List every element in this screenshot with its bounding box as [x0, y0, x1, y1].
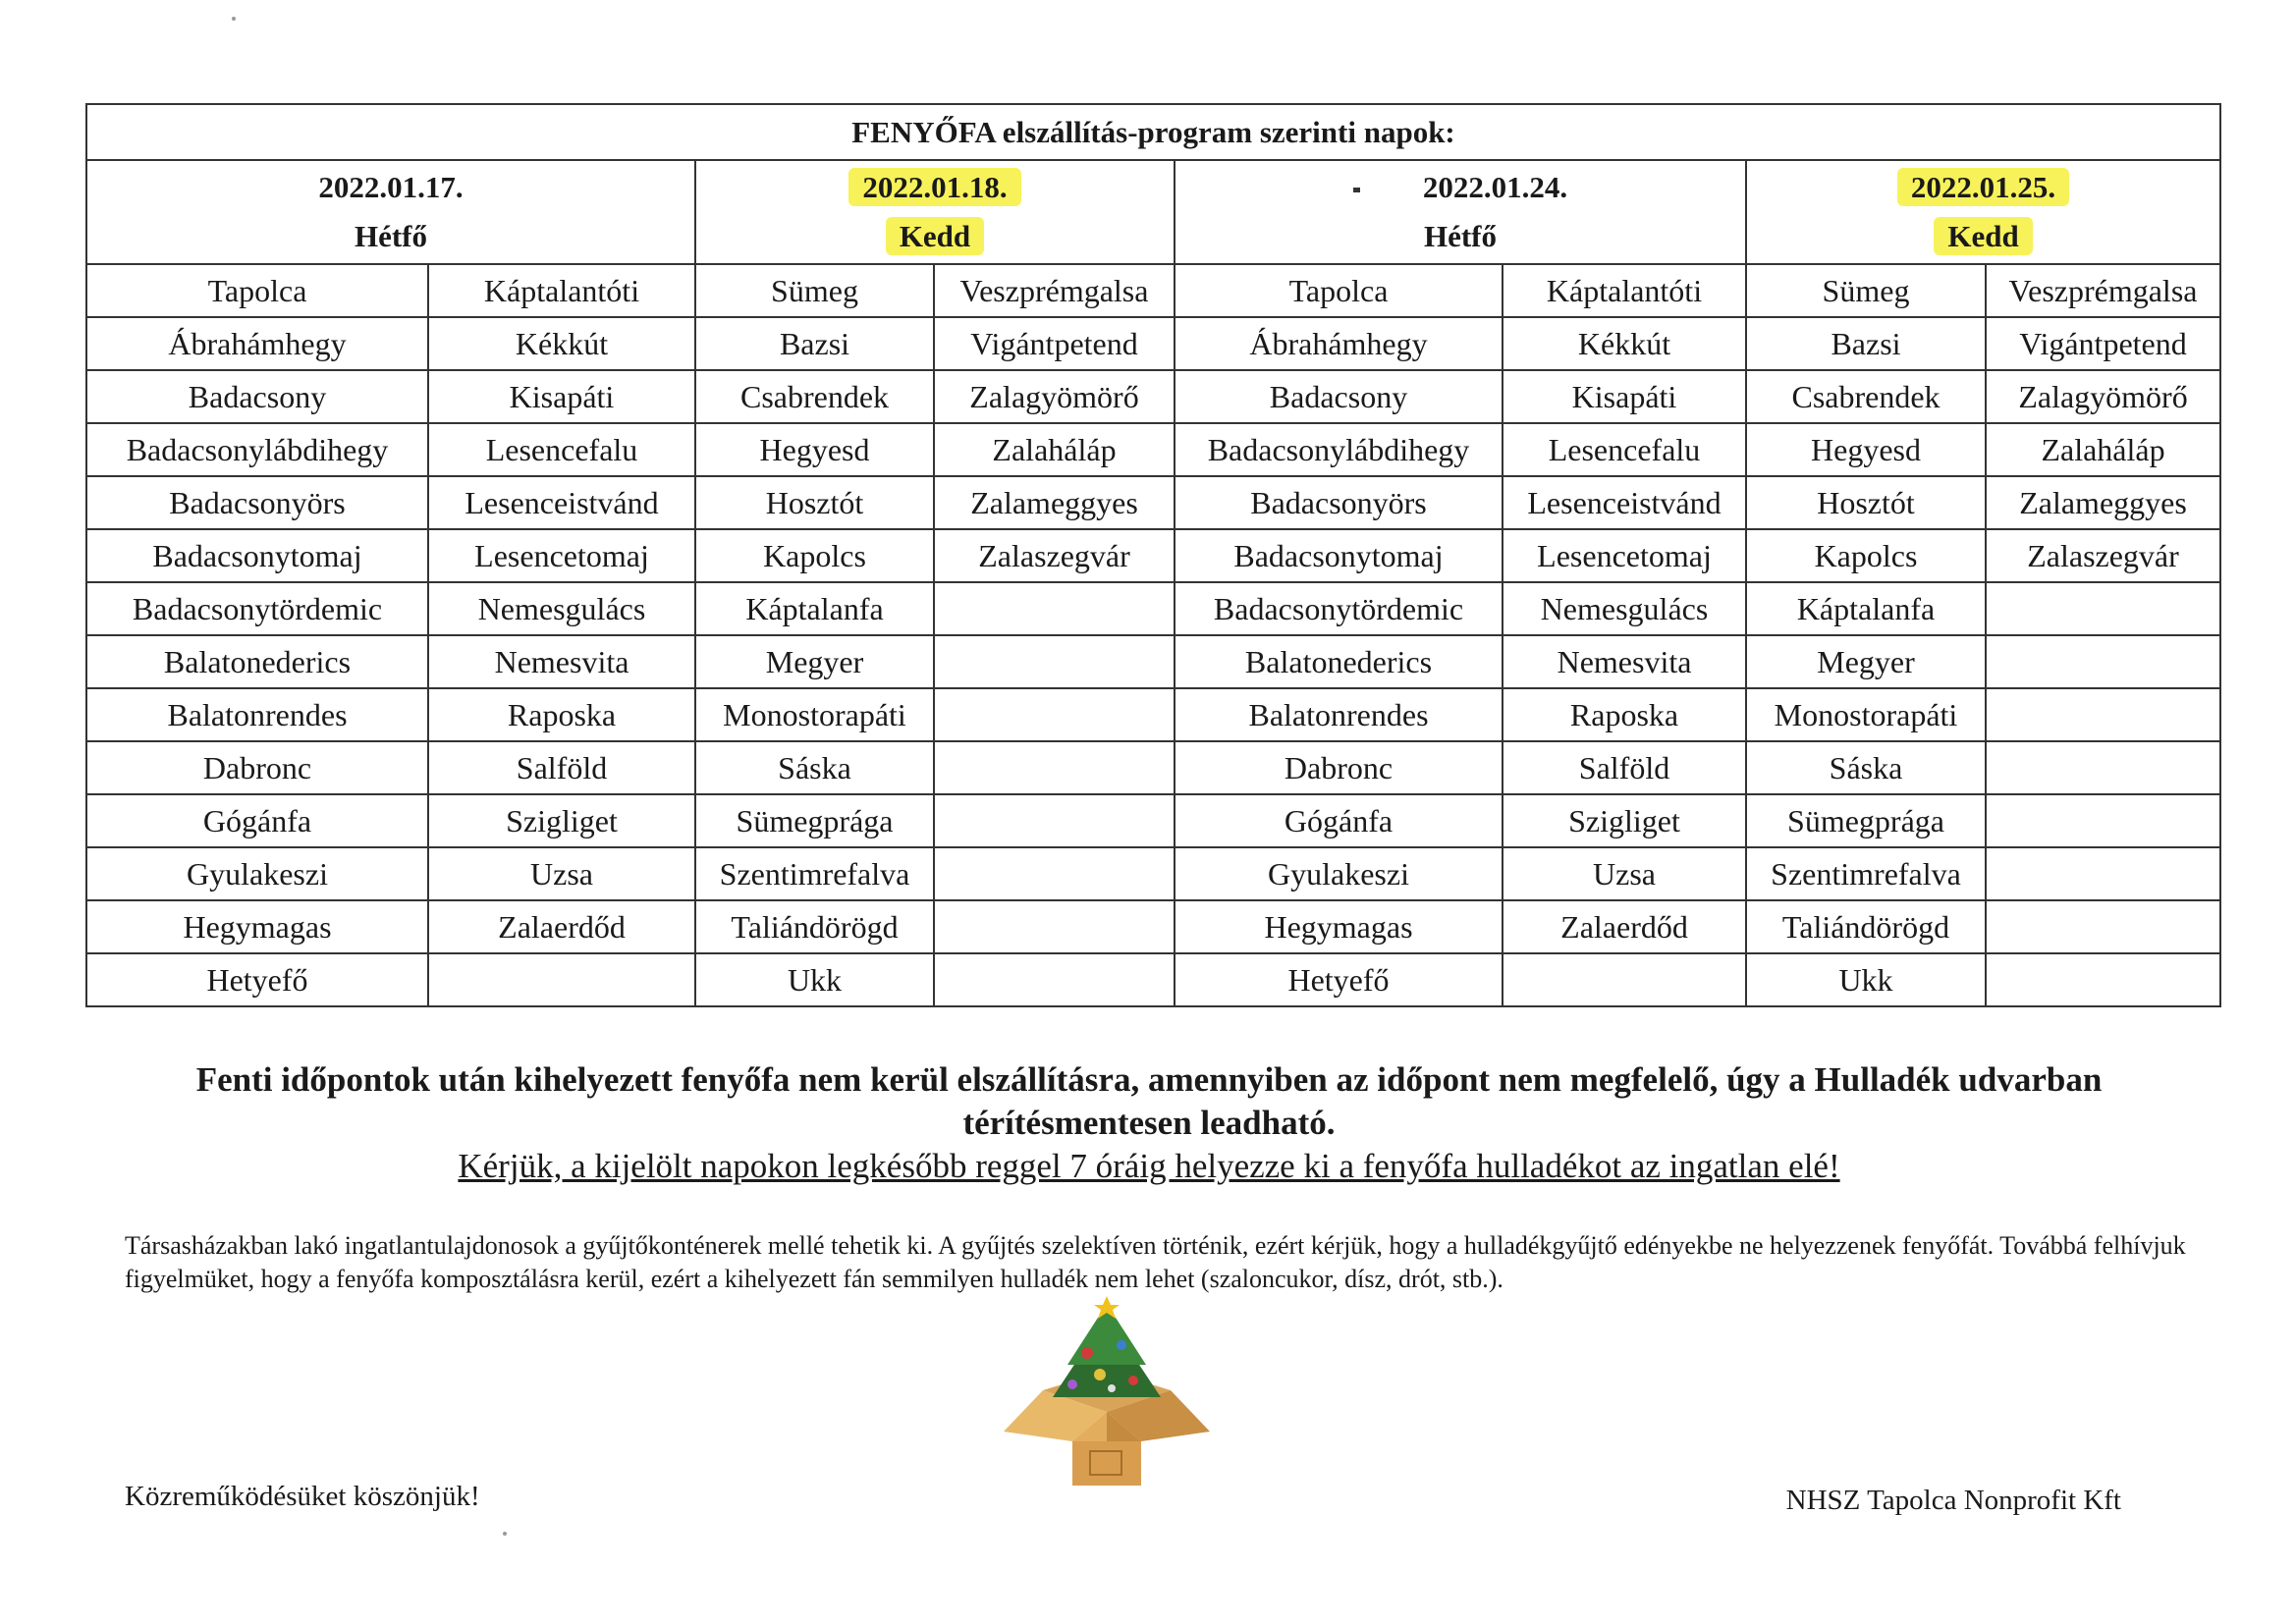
table-row: [86, 529, 2220, 582]
settlement-cell: Sáska: [1746, 741, 1986, 794]
settlement-cell: [934, 847, 1175, 900]
settlement-cell: [934, 741, 1175, 794]
settlement-cell: Hegymagas: [1175, 900, 1503, 953]
settlement-cell: Hosztót: [1746, 476, 1986, 529]
settlement-cell: Szentimrefalva: [695, 847, 934, 900]
settlement-cell: Dabronc: [1175, 741, 1503, 794]
company-name: NHSZ Tapolca Nonprofit Kft: [1785, 1485, 2121, 1516]
table-row: [86, 688, 2220, 741]
settlement-cell: [934, 635, 1175, 688]
scan-speck: [503, 1532, 507, 1536]
schedule-table: [85, 103, 2221, 1007]
settlement-cell: Gyulakeszi: [1175, 847, 1503, 900]
settlement-cell: Bazsi: [1746, 317, 1986, 370]
day-header: [86, 160, 695, 264]
settlement-cell: Uzsa: [1503, 847, 1746, 900]
table-row: [86, 635, 2220, 688]
settlement-cell: [934, 900, 1175, 953]
settlement-cell: Káptalantóti: [428, 264, 695, 317]
settlement-cell: Vigántpetend: [934, 317, 1175, 370]
settlement-cell: Csabrendek: [695, 370, 934, 423]
settlement-cell: Zalaszegvár: [1986, 529, 2220, 582]
settlement-cell: Zalaerdőd: [1503, 900, 1746, 953]
settlement-cell: Lesencetomaj: [1503, 529, 1746, 582]
settlement-cell: Badacsony: [1175, 370, 1503, 423]
settlement-cell: [934, 794, 1175, 847]
settlement-cell: Veszprémgalsa: [1986, 264, 2220, 317]
settlement-cell: Dabronc: [86, 741, 428, 794]
settlement-cell: Zalameggyes: [1986, 476, 2220, 529]
settlement-cell: Lesencetomaj: [428, 529, 695, 582]
settlement-cell: [1986, 741, 2220, 794]
settlement-cell: Hegyesd: [695, 423, 934, 476]
settlement-cell: Balatonrendes: [86, 688, 428, 741]
settlement-cell: Hegyesd: [1746, 423, 1986, 476]
settlement-cell: Ukk: [695, 953, 934, 1006]
settlement-cell: Nemesgulács: [428, 582, 695, 635]
settlement-cell: Csabrendek: [1746, 370, 1986, 423]
table-row: [86, 741, 2220, 794]
day-weekday: Hétfő: [1423, 219, 1498, 253]
day-date: 2022.01.25.: [1897, 168, 2069, 206]
settlement-cell: [934, 582, 1175, 635]
info-paragraph: Társasházakban lakó ingatlantulajdonosok a gyűjtőkonténerek mellé tehetik ki. A gyűjtés szelektíven történik, ezért kérjük, hogy a hulladékgyűjtő edényekbe ne helyezzenek fenyőfát. Továbbá felhívjuk figyelmüket, hogy a fenyőfa komposztálásra kerül, ezért a kihelyezett fán semmilyen hulladék nem lehet (szaloncukor, dísz, drót, stb.).: [125, 1231, 2186, 1293]
settlement-cell: Sümegprága: [695, 794, 934, 847]
settlement-cell: Sáska: [695, 741, 934, 794]
settlement-cell: Balatonederics: [86, 635, 428, 688]
settlement-cell: Kisapáti: [1503, 370, 1746, 423]
settlement-cell: Balatonederics: [1175, 635, 1503, 688]
settlement-cell: Kapolcs: [1746, 529, 1986, 582]
settlement-cell: Gyulakeszi: [86, 847, 428, 900]
settlement-cell: Badacsony: [86, 370, 428, 423]
settlement-cell: [1986, 953, 2220, 1006]
settlement-cell: Megyer: [1746, 635, 1986, 688]
settlement-cell: Veszprémgalsa: [934, 264, 1175, 317]
settlement-cell: Sümeg: [1746, 264, 1986, 317]
settlement-cell: Badacsonylábdihegy: [1175, 423, 1503, 476]
settlement-cell: Lesenceistvánd: [1503, 476, 1746, 529]
settlement-cell: Tapolca: [86, 264, 428, 317]
settlement-cell: Taliándörögd: [1746, 900, 1986, 953]
settlement-cell: Badacsonyörs: [1175, 476, 1503, 529]
day-header: [695, 160, 1175, 264]
settlement-cell: Taliándörögd: [695, 900, 934, 953]
settlement-cell: [934, 953, 1175, 1006]
scan-mark: [1353, 188, 1360, 192]
settlement-cell: Szigliget: [428, 794, 695, 847]
notice-underlined: Kérjük, a kijelölt napokon legkésőbb reggel 7 óráig helyezze ki a fenyőfa hulladékot az ingatlan elé!: [458, 1147, 1840, 1185]
day-date: 2022.01.18.: [848, 168, 1020, 206]
settlement-cell: Raposka: [428, 688, 695, 741]
settlement-cell: Salföld: [428, 741, 695, 794]
settlement-cell: Lesencefalu: [428, 423, 695, 476]
settlement-cell: Zalagyömörő: [934, 370, 1175, 423]
settlement-cell: Zalaerdőd: [428, 900, 695, 953]
table-row: [86, 953, 2220, 1006]
settlement-cell: Hosztót: [695, 476, 934, 529]
settlement-cell: Uzsa: [428, 847, 695, 900]
settlement-cell: Sümegprága: [1746, 794, 1986, 847]
day-date: 2022.01.24.: [1422, 170, 1568, 204]
settlement-cell: Zalaszegvár: [934, 529, 1175, 582]
thanks-text: Közreműködésüket köszönjük!: [125, 1481, 480, 1512]
notice-bold: Fenti időpontok után kihelyezett fenyőfa nem kerül elszállításra, amennyiben az időpont nem megfelelő, úgy a Hulladék udvarban térítésmentesen leadható.: [195, 1060, 2103, 1142]
settlement-cell: Zalaháláp: [1986, 423, 2220, 476]
settlement-cell: Monostorapáti: [1746, 688, 1986, 741]
settlement-cell: Badacsonytomaj: [1175, 529, 1503, 582]
settlement-cell: Zalameggyes: [934, 476, 1175, 529]
settlement-cell: [934, 688, 1175, 741]
settlement-cell: [1986, 847, 2220, 900]
settlement-cell: Monostorapáti: [695, 688, 934, 741]
settlement-cell: Szentimrefalva: [1746, 847, 1986, 900]
settlement-cell: Raposka: [1503, 688, 1746, 741]
day-date: 2022.01.17.: [318, 170, 464, 204]
settlement-cell: Badacsonylábdihegy: [86, 423, 428, 476]
settlement-cell: [1986, 794, 2220, 847]
table-row: [86, 317, 2220, 370]
settlement-cell: Nemesvita: [428, 635, 695, 688]
settlement-cell: Káptalantóti: [1503, 264, 1746, 317]
settlement-cell: Kékkút: [1503, 317, 1746, 370]
table-row: [86, 794, 2220, 847]
settlement-cell: Hegymagas: [86, 900, 428, 953]
settlement-cell: Gógánfa: [86, 794, 428, 847]
settlement-cell: Lesencefalu: [1503, 423, 1746, 476]
day-weekday: Kedd: [1934, 217, 2032, 255]
day-header: [1175, 160, 1746, 264]
settlement-cell: Kékkút: [428, 317, 695, 370]
settlement-cell: Gógánfa: [1175, 794, 1503, 847]
settlement-cell: [1986, 582, 2220, 635]
table-row: [86, 264, 2220, 317]
settlement-cell: Lesenceistvánd: [428, 476, 695, 529]
settlement-cell: Megyer: [695, 635, 934, 688]
table-row: [86, 476, 2220, 529]
settlement-cell: Ábrahámhegy: [86, 317, 428, 370]
settlement-cell: Ábrahámhegy: [1175, 317, 1503, 370]
settlement-cell: [1986, 635, 2220, 688]
table-title: FENYŐFA elszállítás-program szerinti napok:: [86, 104, 2220, 160]
day-weekday: Kedd: [886, 217, 984, 255]
settlement-cell: [1986, 900, 2220, 953]
settlement-cell: Ukk: [1746, 953, 1986, 1006]
settlement-cell: Salföld: [1503, 741, 1746, 794]
settlement-cell: Bazsi: [695, 317, 934, 370]
settlement-cell: Zalagyömörő: [1986, 370, 2220, 423]
christmas-tree-box-icon: [994, 1294, 1220, 1490]
settlement-cell: Balatonrendes: [1175, 688, 1503, 741]
table-row: [86, 423, 2220, 476]
settlement-cell: Káptalanfa: [1746, 582, 1986, 635]
settlement-cell: Káptalanfa: [695, 582, 934, 635]
settlement-cell: Kisapáti: [428, 370, 695, 423]
settlement-cell: Badacsonytördemic: [86, 582, 428, 635]
settlement-cell: Nemesgulács: [1503, 582, 1746, 635]
day-header: [1746, 160, 2220, 264]
settlement-cell: Szigliget: [1503, 794, 1746, 847]
settlement-cell: Badacsonyörs: [86, 476, 428, 529]
table-row: [86, 582, 2220, 635]
settlement-cell: [428, 953, 695, 1006]
settlement-cell: Zalaháláp: [934, 423, 1175, 476]
settlement-cell: Hetyefő: [1175, 953, 1503, 1006]
table-row: [86, 900, 2220, 953]
scan-speck: [232, 17, 236, 21]
table-row: [86, 847, 2220, 900]
settlement-cell: Vigántpetend: [1986, 317, 2220, 370]
settlement-cell: Hetyefő: [86, 953, 428, 1006]
settlement-cell: Nemesvita: [1503, 635, 1746, 688]
settlement-cell: [1503, 953, 1746, 1006]
settlement-cell: Badacsonytördemic: [1175, 582, 1503, 635]
settlement-cell: Kapolcs: [695, 529, 934, 582]
day-weekday: Hétfő: [354, 219, 428, 253]
settlement-cell: Tapolca: [1175, 264, 1503, 317]
settlement-cell: Sümeg: [695, 264, 934, 317]
settlement-cell: Badacsonytomaj: [86, 529, 428, 582]
settlement-cell: [1986, 688, 2220, 741]
table-row: [86, 370, 2220, 423]
